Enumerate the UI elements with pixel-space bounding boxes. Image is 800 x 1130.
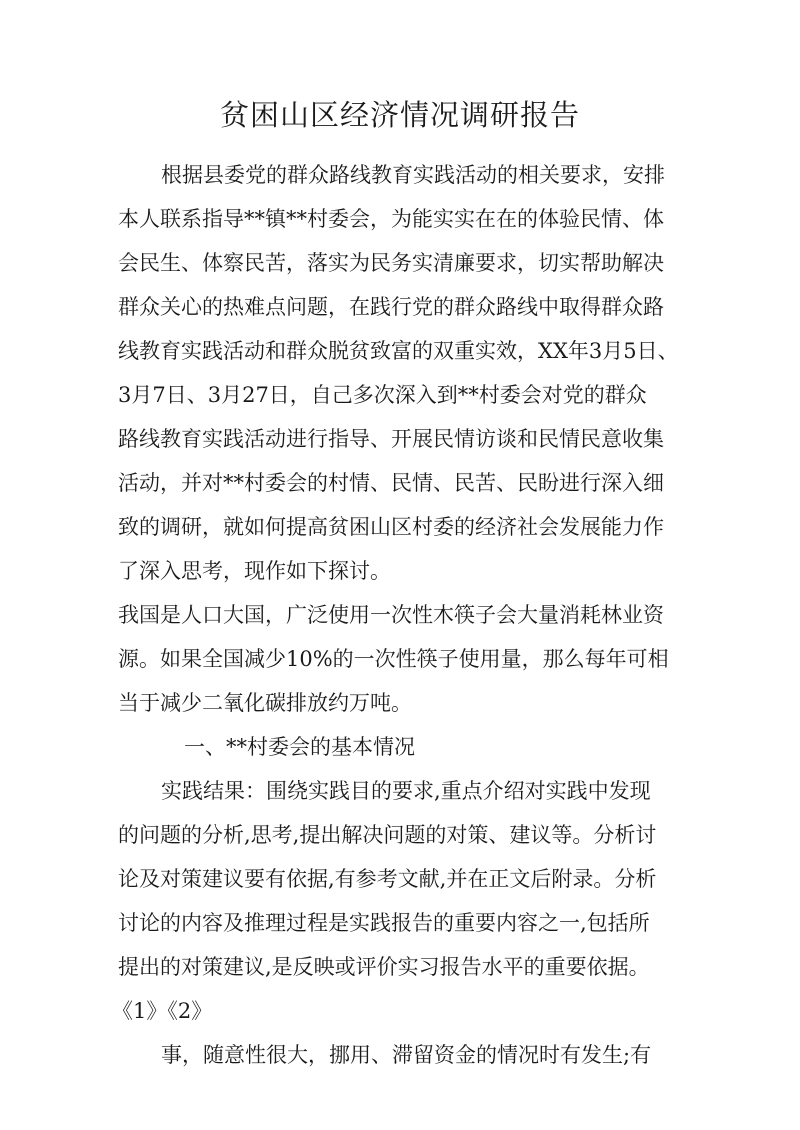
paragraph-1-line-4: 群众关心的热难点问题，在践行党的群众路线中取得群众路 <box>118 295 664 319</box>
paragraph-1-line-9: 致的调研，就如何提高贫困山区村委的经济社会发展能力作 <box>118 515 664 539</box>
paragraph-3-line-6: 《1》《2》 <box>112 999 213 1023</box>
document-title: 贫困山区经济情况调研报告 <box>219 98 580 132</box>
paragraph-1-line-1: 根据县委党的群众路线教育实践活动的相关要求，安排 <box>161 163 665 187</box>
paragraph-1-line-8: 活动，并对**村委会的村情、民情、民苦、民盼进行深入细 <box>118 471 664 495</box>
section-heading: 一、**村委会的基本情况 <box>184 735 415 759</box>
paragraph-1-line-10: 了深入思考，现作如下探讨。 <box>118 559 391 583</box>
paragraph-2-line-2: 源。如果全国减少10%的一次性筷子使用量，那么每年可相 <box>118 647 669 671</box>
paragraph-1-line-3: 会民生、体察民苦，落实为民务实清廉要求，切实帮助解决 <box>118 251 664 275</box>
paragraph-3-line-1: 实践结果：围绕实践目的要求,重点介绍对实践中发现 <box>161 779 651 803</box>
paragraph-1-line-6: 3月7日、3月27日，自己多次深入到**村委会对党的群众 <box>118 383 647 407</box>
paragraph-2-line-3: 当于减少二氧化碳排放约万吨。 <box>118 691 412 715</box>
paragraph-3-line-5: 提出的对策建议,是反映或评价实习报告水平的重要依据。 <box>118 955 650 979</box>
paragraph-3-line-2: 的问题的分析,思考,提出解决问题的对策、建议等。分析讨 <box>118 823 657 847</box>
paragraph-3-line-4: 讨论的内容及推理过程是实践报告的重要内容之一,包括所 <box>118 911 650 935</box>
paragraph-3-line-3: 论及对策建议要有依据,有参考文献,并在正文后附录。分析 <box>118 867 657 891</box>
paragraph-1-line-7: 路线教育实践活动进行指导、开展民情访谈和民情民意收集 <box>118 427 664 451</box>
paragraph-4-line-1: 事，随意性很大，挪用、滞留资金的情况时有发生;有 <box>161 1043 652 1067</box>
paragraph-1-line-5: 线教育实践活动和群众脱贫致富的双重实效，XX年3月5日、 <box>118 339 679 363</box>
paragraph-1-line-2: 本人联系指导**镇**村委会，为能实实在在的体验民情、体 <box>118 207 664 231</box>
paragraph-2-line-1: 我国是人口大国，广泛使用一次性木筷子会大量消耗林业资 <box>118 603 664 627</box>
